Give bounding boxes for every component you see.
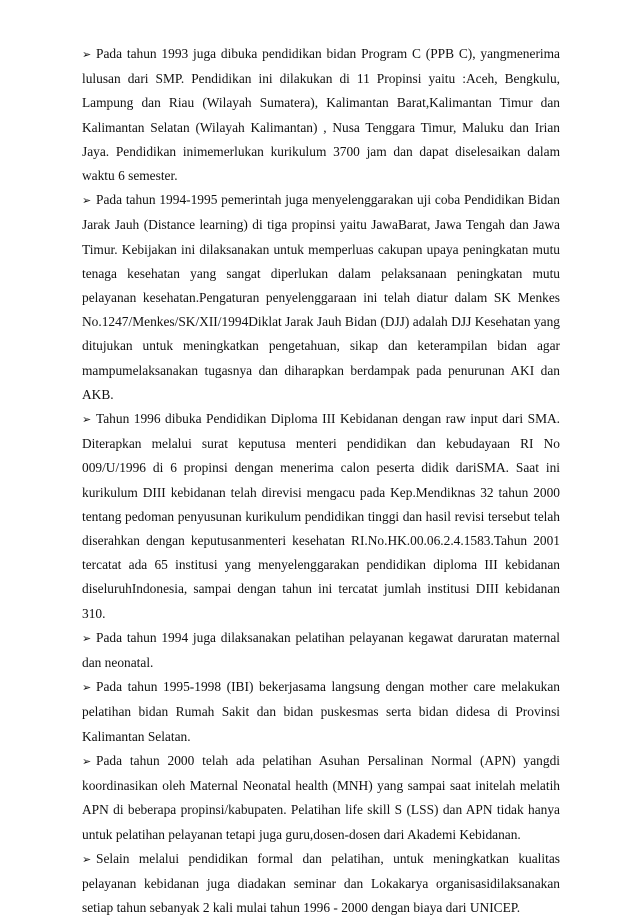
arrow-bullet-icon: ➢ <box>82 194 92 208</box>
paragraph-text: Pada tahun 1993 juga dibuka pendidikan bidan Program C (PPB C), yangmenerima lulusan dari SMP. Pendidikan ini dilakukan di 11 Propinsi yaitu :Aceh, Bengkulu, Lampung dan Riau (Wilayah Sumatera), Kalimantan Barat,Kalimantan Timur dan Kalimantan Selatan (Wilayah Kalimantan) , Nusa Tenggara Timur, Maluku dan Irian Jaya. Pendidikan inimemerlukan kurikulum 3700 jam dan dapat diselesaikan dalam waktu 6 semester. <box>82 46 560 184</box>
bullet-paragraph-1994-1995 <box>82 188 560 407</box>
arrow-bullet-icon: ➢ <box>82 852 92 866</box>
paragraph-text: Pada tahun 1994-1995 pemerintah juga menyelenggarakan uji coba Pendidikan Bidan Jarak Jauh (Distance learning) di tiga propinsi yaitu JawaBarat, Jawa Tengah dan Jawa Timur. Kebijakan ini dilaksanakan untuk memperluas cakupan upaya peningkatan mutu tenaga kesehatan yang sangat diperlukan dalam pelaksanaan peningkatan mutu pelayanan kesehatan.Pengaturan penyelenggaraan ini telah diatur dalam SK Menkes No.1247/Menkes/SK/XII/1994Diklat Jarak Jauh Bidan (DJJ) adalah DJJ Kesehatan yang ditujukan untuk meningkatkan pengetahuan, sikap dan keterampilan bidan agar mampumelaksanakan tugasnya dan diharapkan berdampak pada penurunan AKI dan AKB. <box>82 192 560 402</box>
paragraph-text: Pada tahun 1994 juga dilaksanakan pelatihan pelayanan kegawat daruratan maternal dan neonatal. <box>82 629 560 671</box>
document-page <box>82 42 560 920</box>
arrow-bullet-icon: ➢ <box>82 681 92 695</box>
arrow-bullet-icon: ➢ <box>82 754 92 768</box>
bullet-paragraph-2000 <box>82 749 560 847</box>
bullet-paragraph-1995-1998 <box>82 675 560 749</box>
paragraph-text: Pada tahun 1995-1998 (IBI) bekerjasama langsung dengan mother care melakukan pelatihan bidan Rumah Sakit dan bidan puskesmas serta bidan didesa di Provinsi Kalimantan Selatan. <box>82 679 560 744</box>
paragraph-text: Selain melalui pendidikan formal dan pelatihan, untuk meningkatkan kualitas pelayanan kebidanan juga diadakan seminar dan Lokakarya organisasidilaksanakan setiap tahun sebanyak 2 kali mulai tahun 1996 - 2000 dengan biaya dari UNICEP. <box>82 850 560 916</box>
paragraph-text: Pada tahun 2000 telah ada pelatihan Asuhan Persalinan Normal (APN) yangdi koordinasikan oleh Maternal Neonatal health (MNH) yang sampai saat initelah melatih APN di beberapa propinsi/kabupaten. Pelatihan life skill S (LSS) dan APN tidak hanya untuk pelatihan pelayanan tetapi juga guru,dosen-dosen dari Akademi Kebidanan. <box>82 752 560 842</box>
arrow-bullet-icon: ➢ <box>82 48 92 61</box>
bullet-paragraph-1996 <box>82 407 560 626</box>
arrow-bullet-icon: ➢ <box>82 413 92 427</box>
arrow-bullet-icon: ➢ <box>82 631 92 645</box>
paragraph-text: Tahun 1996 dibuka Pendidikan Diploma III Kebidanan dengan raw input dari SMA. Diterapkan melalui surat keputusa menteri pendidikan dan kebudayaan RI No 009/U/1996 di 6 propinsi dengan menerima calon peserta didik dariSMA. Saat ini kurikulum DIII kebidanan telah direvisi mengacu pada Kep.Mendiknas 32 tahun 2000 tentang pedoman penyusunan kurikulum pendidikan tinggi dan hasil revisi tersebut telah diserahkan dengan keputusanmenteri kesehatan RI.No.HK.00.06.2.4.1583.Tahun 2001 tercatat ada 65 institusi yang menyelenggarakan pendidikan diploma III kebidanan diseluruhIndonesia, sampai dengan tahun ini tercatat jumlah institusi DIII kebidanan 310. <box>82 411 560 621</box>
bullet-paragraph-1993 <box>82 42 560 188</box>
bullet-paragraph-1994-training <box>82 626 560 675</box>
bullet-paragraph-seminar <box>82 847 560 920</box>
